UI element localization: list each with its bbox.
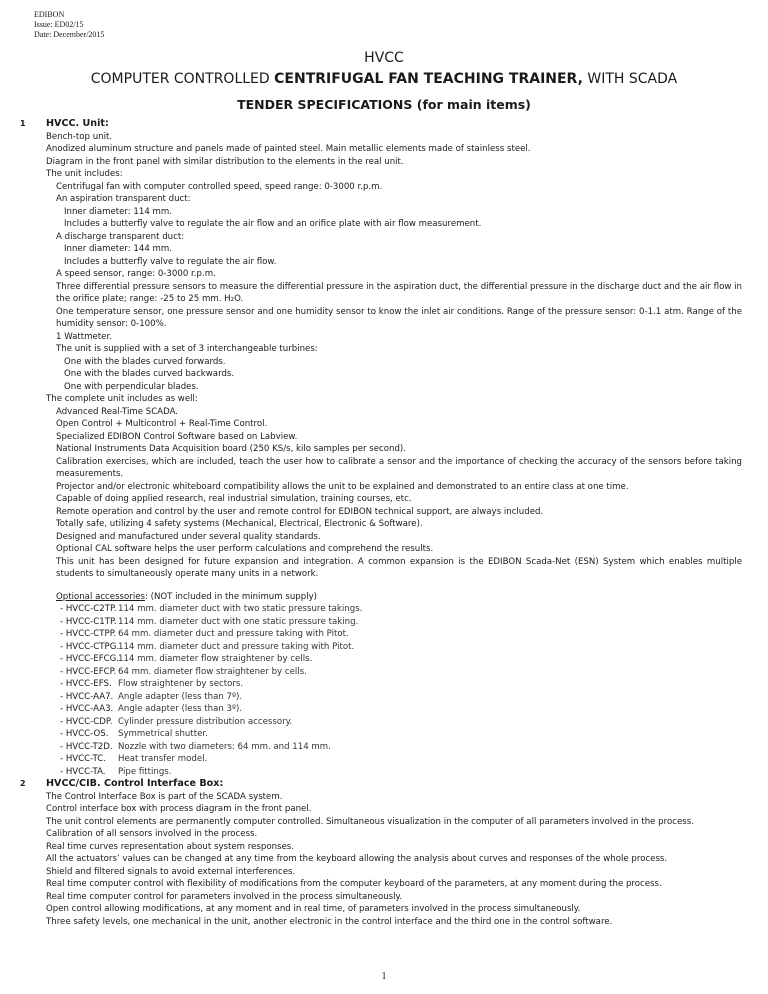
section-number: 1: [20, 119, 26, 128]
spec-line: Optional CAL software helps the user perform calculations and comprehend the results.: [56, 544, 434, 554]
spec-line: Includes a butterfly valve to regulate the air flow and an orifice plate with air flow measurement.: [64, 219, 482, 229]
spec-line: This unit has been designed for future expansion and integration. A common expansion is the EDIBON Scada-Net (ESN) System which enables multiple students to simultaneously operate many units in a network.: [56, 556, 742, 579]
spec-line: Capable of doing applied research, real industrial simulation, training courses, etc.: [56, 494, 412, 504]
accessory-item: [0, 741, 768, 754]
spec-line: Totally safe, utilizing 4 safety systems (Mechanical, Electrical, Electronic & Software).: [56, 519, 423, 529]
accessory-item: [0, 603, 768, 616]
accessory-code: - HVCC-AA7.: [60, 691, 114, 702]
spec-line: Calibration of all sensors involved in the process.: [46, 829, 258, 839]
accessory-desc: 64 mm. diameter duct and pressure taking with Pitot.: [118, 629, 349, 639]
spec-line: Remote operation and control by the user and remote control for EDIBON technical support, are always included.: [56, 506, 544, 517]
accessories-label: Optional accessories: [56, 591, 145, 602]
section-1-heading: 1 HVCC. Unit:: [20, 118, 109, 129]
company-name: EDIBON: [34, 10, 65, 19]
accessory-desc: 114 mm. diameter flow straightener by cells.: [118, 654, 313, 664]
accessory-item: [0, 716, 768, 729]
accessory-code: - HVCC-CTPP.: [60, 629, 117, 639]
spec-content: [0, 118, 768, 928]
accessory-item: [0, 703, 768, 716]
accessory-desc: Angle adapter (less than 3º).: [118, 704, 243, 714]
accessory-code: - HVCC-TA.: [60, 766, 106, 777]
spec-line: Anodized aluminum structure and panels made of painted steel. Main metallic elements made of stainless steel.: [46, 144, 531, 154]
accessory-item: [0, 691, 768, 704]
spec-line: Bench-top unit.: [46, 131, 113, 142]
accessory-desc: 64 mm. diameter flow straightener by cells.: [118, 666, 307, 677]
spec-line: Real time curves representation about system responses.: [46, 841, 295, 852]
spec-line: Open Control + Multicontrol + Real-Time Control.: [56, 419, 268, 429]
accessory-code: - HVCC-OS.: [60, 729, 109, 739]
spec-line: The unit includes:: [46, 169, 123, 179]
title-prefix: COMPUTER CONTROLLED: [90, 71, 270, 87]
product-code: HVCC: [364, 50, 404, 66]
accessory-item: [0, 628, 768, 641]
spec-line: Shield and filtered signals to avoid external interferences.: [46, 866, 296, 877]
spec-line: Three differential pressure sensors to measure the differential pressure in the aspiration duct, the differential pressure in the discharge duct and the air flow in the orifice plate; range: -25 to 25 mm. H₂O.: [56, 281, 742, 304]
accessory-item: [0, 678, 768, 691]
spec-line: Diagram in the front panel with similar distribution to the elements in the real unit.: [46, 156, 404, 167]
accessory-code: - HVCC-C1TP.: [60, 616, 117, 627]
spec-line: One with the blades curved backwards.: [64, 369, 235, 379]
accessory-desc: Heat transfer model.: [118, 754, 208, 764]
spec-line: All the actuators’ values can be changed at any time from the keyboard allowing the analysis about curves and responses of the whole process.: [46, 854, 668, 864]
spec-line: Three safety levels, one mechanical in the unit, another electronic in the control interface and the third one in the control software.: [46, 916, 613, 927]
spec-line: Open control allowing modifications, at any moment and in real time, of parameters involved in the process simultaneously.: [46, 904, 581, 914]
spec-line: Inner diameter: 144 mm.: [64, 244, 173, 254]
document-meta: [34, 10, 104, 40]
accessory-item: [0, 666, 768, 679]
spec-line: A discharge transparent duct:: [56, 231, 185, 242]
accessory-code: - HVCC-EFCP.: [60, 666, 117, 677]
accessory-item: [0, 616, 768, 629]
spec-line: Centrifugal fan with computer controlled speed, speed range: 0-3000 r.p.m.: [56, 181, 383, 192]
spec-line: The unit control elements are permanently computer controlled. Simultaneous visualization in the computer of all parameters involved in the process.: [46, 816, 694, 827]
spec-line: The complete unit includes as well:: [46, 394, 198, 404]
accessory-desc: Symmetrical shutter.: [118, 729, 208, 739]
title-suffix: WITH SCADA: [587, 71, 678, 87]
spec-line: Inner diameter: 114 mm.: [64, 206, 173, 217]
date-line: Date: December/2015: [34, 30, 105, 39]
spec-line: The unit is supplied with a set of 3 interchangeable turbines:: [56, 344, 318, 354]
spec-line: One with the blades curved forwards.: [64, 356, 226, 367]
accessory-desc: 114 mm. diameter duct with two static pressure takings.: [118, 604, 363, 614]
accessory-code: - HVCC-TC.: [60, 754, 106, 764]
section-2-heading: 2 HVCC/CIB. Control Interface Box:: [20, 778, 224, 789]
spec-line: National Instruments Data Acquisition board (250 KS/s, kilo samples per second).: [56, 444, 406, 454]
accessory-code: - HVCC-T2D.: [60, 741, 113, 752]
title-main: CENTRIFUGAL FAN TEACHING TRAINER,: [274, 71, 583, 87]
accessory-item: [0, 641, 768, 654]
page-number: 1: [381, 971, 387, 982]
spec-line: Projector and/or electronic whiteboard compatibility allows the unit to be explained and demonstrated to an entire class at one time.: [56, 481, 629, 492]
spec-line: One temperature sensor, one pressure sensor and one humidity sensor to know the inlet air conditions. Range of the pressure sensor: 0-1.1 atm. Range of the humidity sensor: 0-100%.: [56, 306, 742, 329]
accessory-desc: Nozzle with two diameters: 64 mm. and 114 mm.: [118, 741, 331, 752]
accessory-code: - HVCC-EFS.: [60, 679, 112, 689]
spec-line: One with perpendicular blades.: [64, 381, 199, 392]
spec-line: The Control Interface Box is part of the SCADA system.: [46, 791, 283, 802]
product-title: [0, 71, 768, 87]
spec-line: Advanced Real-Time SCADA.: [56, 406, 179, 417]
accessory-item: [0, 653, 768, 666]
spec-line: An aspiration transparent duct:: [56, 194, 191, 204]
spec-line: Real time computer control for parameters involved in the process simultaneously.: [46, 891, 403, 902]
accessory-desc: 114 mm. diameter duct and pressure taking with Pitot.: [118, 641, 355, 652]
accessories-list: [0, 603, 768, 778]
specs-heading: TENDER SPECIFICATIONS (for main items): [237, 97, 531, 112]
spec-line: A speed sensor, range: 0-3000 r.p.m.: [56, 269, 216, 279]
accessory-item: [0, 728, 768, 741]
accessory-desc: Pipe fittings.: [118, 766, 172, 777]
accessories-note: : (NOT included in the minimum supply): [144, 591, 318, 602]
accessory-desc: Flow straightener by sectors.: [118, 679, 244, 689]
accessory-code: - HVCC-AA3.: [60, 704, 114, 714]
spec-line: Real time computer control with flexibility of modifications from the computer keyboard of the parameters, at any moment during the process.: [46, 879, 662, 889]
spec-line: Includes a butterfly valve to regulate the air flow.: [64, 256, 277, 267]
accessory-desc: Angle adapter (less than 7º).: [118, 691, 243, 702]
accessory-item: [0, 766, 768, 779]
accessory-code: - HVCC-EFCG.: [60, 654, 120, 664]
spec-line: 1 Wattmeter.: [56, 331, 112, 342]
spec-line: Specialized EDIBON Control Software based on Labview.: [56, 431, 298, 442]
accessory-item: [0, 753, 768, 766]
spec-line: Calibration exercises, which are included, teach the user how to calibrate a sensor and the importance of checking the accuracy of the sensors before taking measurements.: [56, 456, 742, 479]
accessory-code: - HVCC-CTPG.: [60, 641, 120, 652]
issue-line: Issue: ED02/15: [34, 20, 84, 29]
accessory-desc: Cylinder pressure distribution accessory.: [118, 716, 293, 727]
section-number: 2: [20, 779, 26, 788]
spec-line: Control interface box with process diagram in the front panel.: [46, 804, 312, 814]
accessory-code: - HVCC-CDP.: [60, 716, 113, 727]
accessory-code: - HVCC-C2TP.: [60, 604, 117, 614]
optional-accessories-heading: [0, 591, 768, 604]
spec-line: Designed and manufactured under several quality standards.: [56, 531, 321, 542]
accessory-desc: 114 mm. diameter duct with one static pressure taking.: [118, 616, 359, 627]
